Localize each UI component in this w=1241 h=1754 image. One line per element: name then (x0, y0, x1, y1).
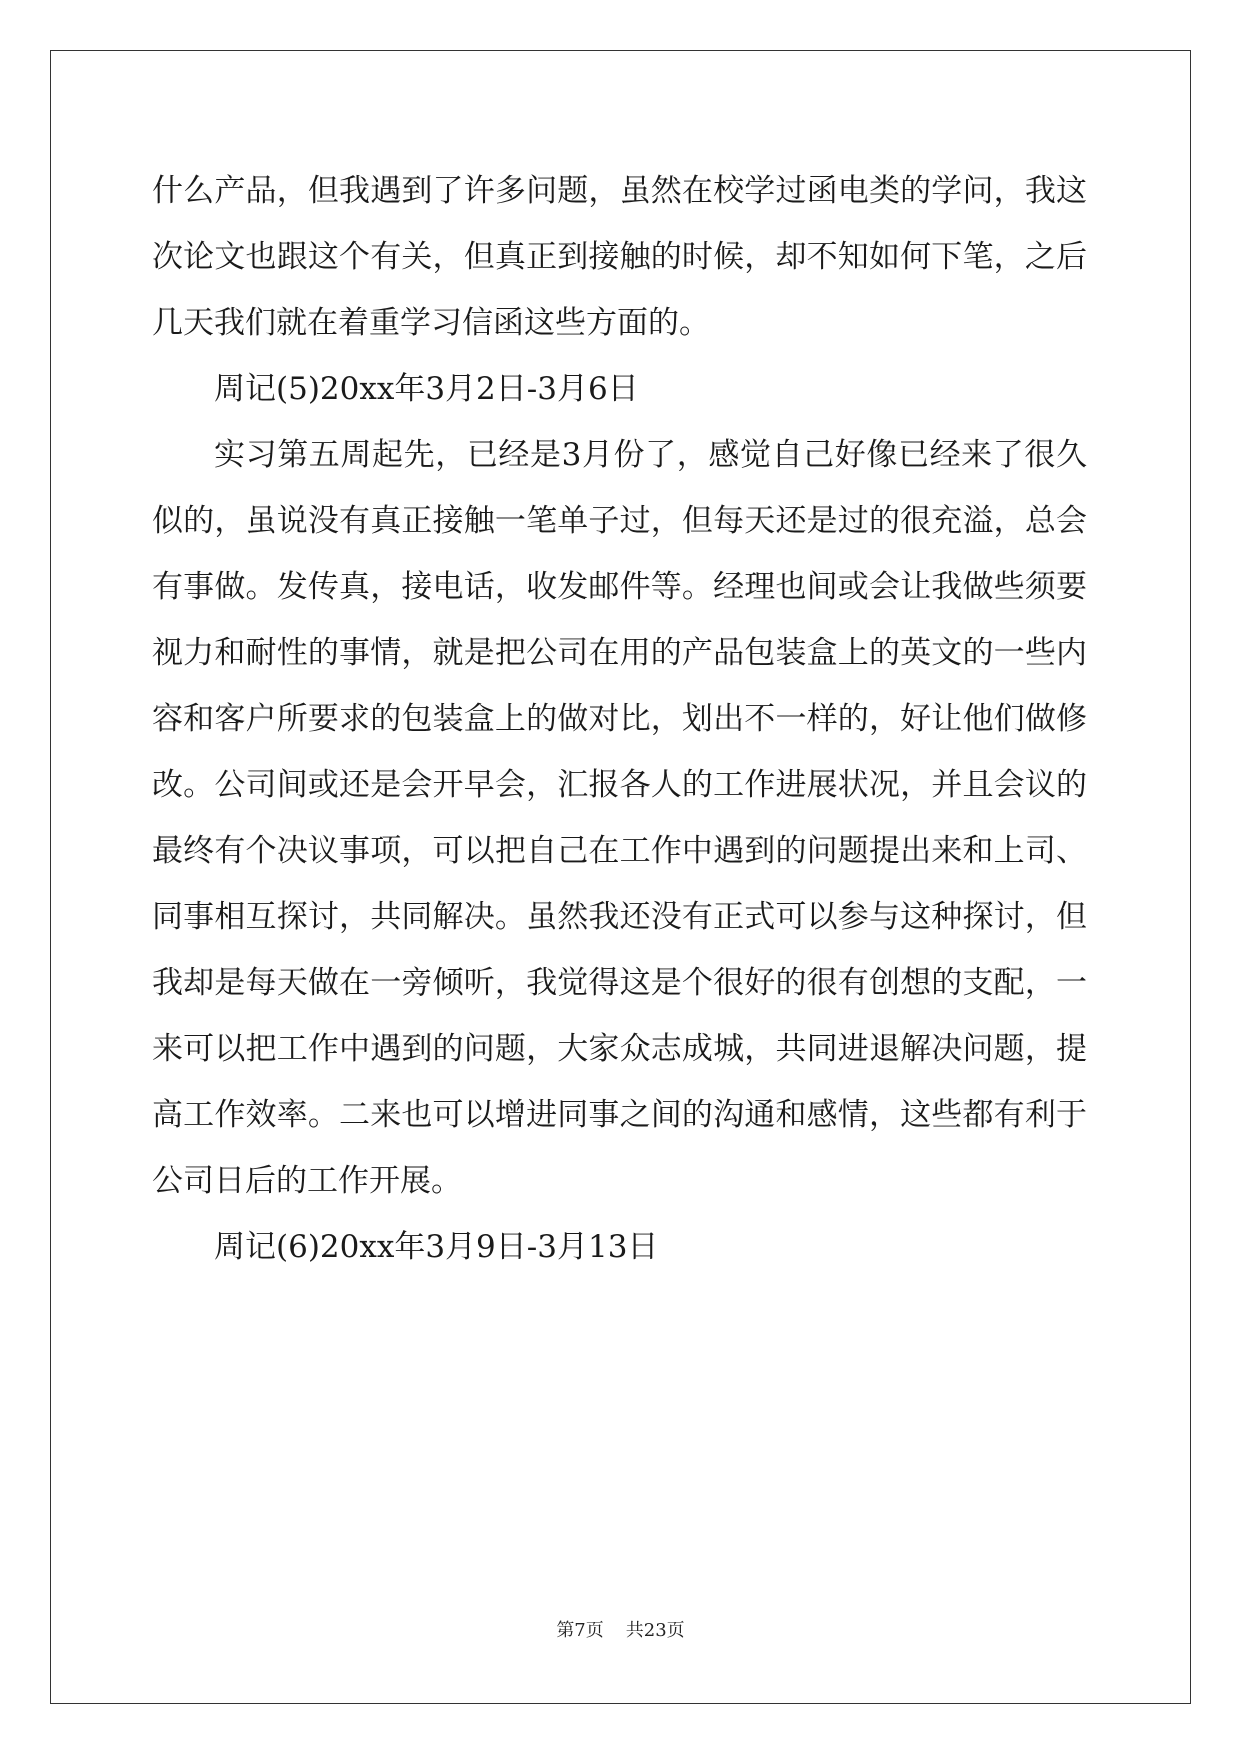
document-body (152, 158, 1087, 1280)
text-line: 有事做。发传真，接电话，收发邮件等。经理也间或会让我做些须要 (152, 569, 1087, 605)
page-total: 共23页 (625, 1620, 685, 1641)
text-line: 容和客户所要求的包装盒上的做对比，划出不一样的，好让他们做修 (152, 701, 1087, 737)
text-line: 什么产品，但我遇到了许多问题，虽然在校学过函电类的学问，我这 (152, 173, 1087, 209)
page-footer (0, 1616, 1241, 1642)
text-line: 改。公司间或还是会开早会，汇报各人的工作进展状况，并且会议的 (152, 767, 1087, 803)
text-line: 来可以把工作中遇到的问题，大家众志成城，共同进退解决问题，提 (152, 1031, 1087, 1067)
text-line: 视力和耐性的事情，就是把公司在用的产品包装盒上的英文的一些内 (152, 635, 1087, 671)
paragraph (152, 422, 1087, 1214)
weekly-journal-heading: 周记(6)20xx年3月9日-3月13日 (214, 1229, 659, 1265)
text-line: 我却是每天做在一旁倾听，我觉得这是个很好的很有创想的支配，一 (152, 965, 1087, 1001)
text-line: 几天我们就在着重学习信函这些方面的。 (152, 305, 710, 341)
text-line: 最终有个决议事项，可以把自己在工作中遇到的问题提出来和上司、 (152, 833, 1087, 869)
text-line: 高工作效率。二来也可以增进同事之间的沟通和感情，这些都有利于 (152, 1097, 1087, 1133)
text-line: 次论文也跟这个有关，但真正到接触的时候，却不知如何下笔，之后 (152, 239, 1087, 275)
text-line: 公司日后的工作开展。 (152, 1163, 462, 1199)
text-line: 似的，虽说没有真正接触一笔单子过，但每天还是过的很充溢，总会 (152, 503, 1087, 539)
text-line: 同事相互探讨，共同解决。虽然我还没有正式可以参与这种探讨，但 (152, 899, 1087, 935)
paragraph (152, 158, 1087, 356)
text-line: 实习第五周起先，已经是3月份了，感觉自己好像已经来了很久 (214, 437, 1087, 473)
page-number: 第7页 (556, 1620, 604, 1641)
weekly-journal-heading: 周记(5)20xx年3月2日-3月6日 (214, 371, 639, 407)
